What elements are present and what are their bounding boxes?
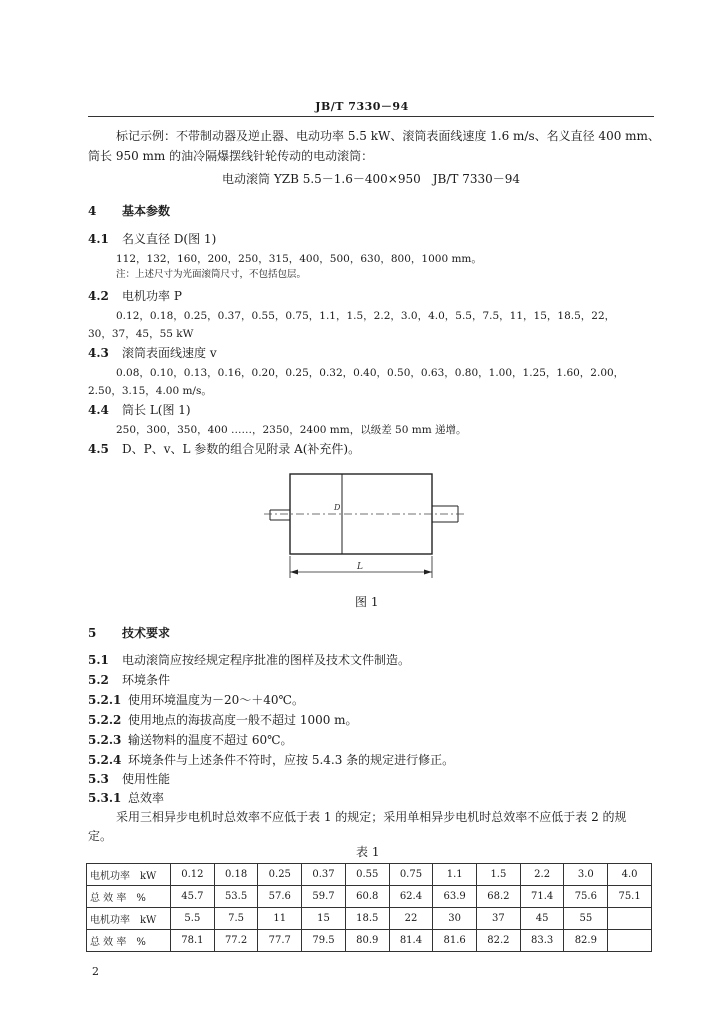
table-cell: 78.1 bbox=[171, 930, 215, 952]
table-cell: 81.6 bbox=[433, 930, 477, 952]
clause-title: 电机功率 P bbox=[122, 289, 182, 303]
clause-5-2 bbox=[88, 672, 170, 688]
table-cell: 0.18 bbox=[214, 864, 258, 886]
dim-arrow-right bbox=[424, 570, 432, 575]
clause-text: 使用性能 bbox=[122, 772, 171, 786]
table-cell: 4.0 bbox=[608, 864, 652, 886]
dim-arrow-left bbox=[290, 570, 298, 575]
table-row bbox=[87, 864, 652, 886]
table-cell: 55 bbox=[564, 908, 608, 930]
table-cell: 0.25 bbox=[258, 864, 302, 886]
example-designation: 电动滚筒 YZB 5.5－1.6－400×950 JB/T 7330－94 bbox=[222, 172, 521, 186]
page-header: JB/T 7330－94 bbox=[315, 100, 409, 113]
efficiency-paragraph-2: 定。 bbox=[88, 829, 113, 843]
table-cell: 80.9 bbox=[345, 930, 389, 952]
clause-4-4-values: 250，300，350，400 ……，2350，2400 mm，以级差 50 mm 递增。 bbox=[116, 424, 467, 436]
clause-5-3 bbox=[88, 771, 170, 787]
clause-number: 4.3 bbox=[88, 346, 109, 360]
clause-5-3-1 bbox=[88, 790, 164, 806]
efficiency-table bbox=[86, 863, 652, 952]
clause-4-1-note: 注：上述尺寸为光面滚筒尺寸，不包括包层。 bbox=[116, 269, 307, 280]
dimension-d-label: D bbox=[334, 503, 341, 512]
clause-text: 输送物料的温度不超过 60℃。 bbox=[128, 733, 293, 747]
clause-number: 4.1 bbox=[88, 232, 109, 246]
clause-4-3-title bbox=[88, 345, 217, 361]
clause-4-2-title bbox=[88, 288, 182, 304]
example-line-1: 标记示例：不带制动器及逆止器、电动功率 5.5 kW、滚筒表面线速度 1.6 m/s、名义直径 400 mm、 bbox=[116, 129, 660, 143]
clause-title: 滚筒表面线速度 v bbox=[122, 346, 217, 360]
clause-4-5 bbox=[88, 441, 360, 457]
table-cell: 1.1 bbox=[433, 864, 477, 886]
table-cell: 22 bbox=[389, 908, 433, 930]
table-cell: 0.12 bbox=[171, 864, 215, 886]
clause-text: 使用环境温度为－20～＋40℃。 bbox=[128, 693, 304, 707]
clause-number: 5.3.1 bbox=[88, 791, 122, 805]
clause-title: 筒长 L(图 1) bbox=[122, 403, 191, 417]
table-cell: 59.7 bbox=[302, 886, 346, 908]
clause-4-3-values-1: 0.08，0.10，0.13，0.16，0.20，0.25，0.32，0.40，0.50，0.63，0.80，1.00，1.25，1.60，2.00， bbox=[116, 367, 625, 379]
clause-text: 使用地点的海拔高度一般不超过 1000 m。 bbox=[128, 713, 358, 727]
table-cell: 11 bbox=[258, 908, 302, 930]
page-number: 2 bbox=[92, 965, 99, 978]
table-cell: 5.5 bbox=[171, 908, 215, 930]
table-cell: 1.5 bbox=[477, 864, 521, 886]
table-cell: 15 bbox=[302, 908, 346, 930]
table-cell: 81.4 bbox=[389, 930, 433, 952]
clause-number: 5.3 bbox=[88, 772, 109, 786]
table-cell: 82.2 bbox=[477, 930, 521, 952]
table-cell: 37 bbox=[477, 908, 521, 930]
header-rule bbox=[88, 116, 654, 117]
section-4-heading bbox=[88, 202, 170, 219]
clause-number: 5.2.1 bbox=[88, 693, 122, 707]
example-line-2: 筒长 950 mm 的油冷隔爆摆线针轮传动的电动滚筒： bbox=[88, 149, 374, 163]
row-label: 电机功率 kW bbox=[87, 864, 171, 886]
clause-4-1-values: 112，132，160，200，250，315，400，500，630，800，1000 mm。 bbox=[116, 253, 482, 265]
figure-caption: 图 1 bbox=[355, 595, 379, 609]
clause-5-2-2 bbox=[88, 712, 358, 728]
clause-text: 环境条件与上述条件不符时，应按 5.4.3 条的规定进行修正。 bbox=[128, 753, 455, 767]
clause-number: 5.2.3 bbox=[88, 733, 122, 747]
table-cell: 71.4 bbox=[520, 886, 564, 908]
dimension-l-label: L bbox=[357, 562, 363, 572]
table-cell: 7.5 bbox=[214, 908, 258, 930]
row-label: 总 效 率 % bbox=[87, 886, 171, 908]
table-cell: 60.8 bbox=[345, 886, 389, 908]
clause-number: 4.2 bbox=[88, 289, 109, 303]
table-cell: 18.5 bbox=[345, 908, 389, 930]
section-5-heading bbox=[88, 624, 170, 641]
clause-4-2-values-2: 30，37，45，55 kW bbox=[88, 328, 194, 340]
clause-number: 5.2 bbox=[88, 673, 109, 687]
table-cell: 62.4 bbox=[389, 886, 433, 908]
table-cell: 0.37 bbox=[302, 864, 346, 886]
table-cell: 82.9 bbox=[564, 930, 608, 952]
table-row bbox=[87, 886, 652, 908]
table-cell: 63.9 bbox=[433, 886, 477, 908]
clause-4-3-values-2: 2.50，3.15，4.00 m/s。 bbox=[88, 385, 212, 397]
clause-5-2-3 bbox=[88, 732, 293, 748]
table-cell: 53.5 bbox=[214, 886, 258, 908]
clause-4-2-values-1: 0.12，0.18，0.25，0.37，0.55，0.75，1.1，1.5，2.2，3.0，4.0，5.5，7.5，11，15，18.5，22， bbox=[116, 310, 616, 322]
table-cell: 0.55 bbox=[345, 864, 389, 886]
table-caption: 表 1 bbox=[356, 845, 380, 859]
row-label: 总 效 率 % bbox=[87, 930, 171, 952]
efficiency-paragraph-1: 采用三相异步电机时总效率不应低于表 1 的规定；采用单相异步电机时总效率不应低于表 2 的规 bbox=[116, 810, 627, 824]
clause-text: D、P、v、L 参数的组合见附录 A(补充件)。 bbox=[122, 442, 361, 456]
table-cell: 45.7 bbox=[171, 886, 215, 908]
table-row bbox=[87, 930, 652, 952]
clause-number: 5.2.2 bbox=[88, 713, 122, 727]
table-cell bbox=[608, 908, 652, 930]
table-cell: 79.5 bbox=[302, 930, 346, 952]
clause-5-2-4 bbox=[88, 752, 454, 768]
clause-text: 环境条件 bbox=[122, 673, 171, 687]
clause-number: 5.2.4 bbox=[88, 753, 122, 767]
table-cell: 2.2 bbox=[520, 864, 564, 886]
figure-1-drum-diagram bbox=[262, 464, 468, 592]
clause-4-4-title bbox=[88, 402, 191, 418]
clause-text: 总效率 bbox=[128, 791, 165, 805]
table-cell: 57.6 bbox=[258, 886, 302, 908]
table-cell: 83.3 bbox=[520, 930, 564, 952]
clause-number: 5.1 bbox=[88, 653, 109, 667]
clause-title: 名义直径 D(图 1) bbox=[122, 232, 217, 246]
table-cell: 45 bbox=[520, 908, 564, 930]
table-cell: 77.2 bbox=[214, 930, 258, 952]
section-title: 技术要求 bbox=[122, 626, 171, 640]
table-cell: 3.0 bbox=[564, 864, 608, 886]
row-label: 电机功率 kW bbox=[87, 908, 171, 930]
clause-text: 电动滚筒应按经规定程序批准的图样及技术文件制造。 bbox=[122, 653, 411, 667]
clause-4-1-title bbox=[88, 231, 216, 247]
table-cell: 68.2 bbox=[477, 886, 521, 908]
section-number: 4 bbox=[88, 204, 97, 218]
table-cell bbox=[608, 930, 652, 952]
clause-number: 4.5 bbox=[88, 442, 109, 456]
clause-number: 4.4 bbox=[88, 403, 109, 417]
table-cell: 75.1 bbox=[608, 886, 652, 908]
clause-5-1 bbox=[88, 652, 410, 668]
section-number: 5 bbox=[88, 626, 97, 640]
table-cell: 0.75 bbox=[389, 864, 433, 886]
table-row bbox=[87, 908, 652, 930]
table-cell: 30 bbox=[433, 908, 477, 930]
table-cell: 75.6 bbox=[564, 886, 608, 908]
table-cell: 77.7 bbox=[258, 930, 302, 952]
clause-5-2-1 bbox=[88, 692, 304, 708]
section-title: 基本参数 bbox=[122, 204, 171, 218]
